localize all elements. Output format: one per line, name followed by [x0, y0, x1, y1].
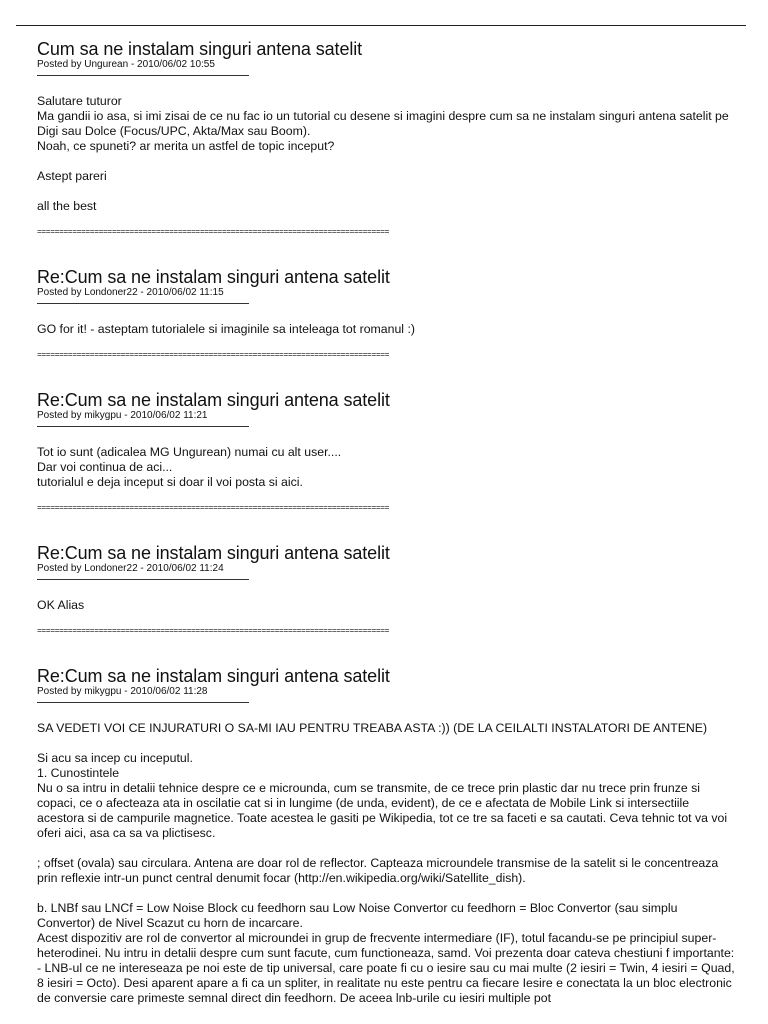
meta-rule	[37, 579, 249, 580]
post-meta: Posted by mikygpu - 2010/06/02 11:21	[37, 410, 208, 421]
forum-post	[37, 543, 737, 636]
body-line: ; offset (ovala) sau circulara. Antena are doar rol de reflector. Capteaza microundele transmise de la satelit si le concentreaza prin reflexie intr-un punct central denumit focar (http://en.wikipedia.org/wiki/Satellite_dish).	[37, 856, 719, 885]
post-title: Re:Cum sa ne instalam singuri antena satelit	[37, 390, 390, 410]
top-rule	[16, 25, 746, 26]
body-line: all the best	[37, 199, 97, 213]
post-separator: ================================================================================	[37, 627, 390, 636]
post-body	[37, 94, 737, 214]
post-separator: ================================================================================	[37, 504, 390, 513]
post-title: Cum sa ne instalam singuri antena satelit	[37, 39, 363, 59]
body-line: tutorialul e deja inceput si doar il voi posta si aici.	[37, 475, 303, 489]
body-line: OK Alias	[37, 598, 85, 612]
body-line: SA VEDETI VOI CE INJURATURI O SA-MI IAU PENTRU TREABA ASTA :)) (DE LA CEILALTI INSTALATORI DE ANTENE)	[37, 721, 708, 735]
document-body	[37, 39, 737, 1006]
post-body	[37, 721, 737, 1006]
post-meta: Posted by Londoner22 - 2010/06/02 11:24	[37, 563, 224, 574]
post-separator: ================================================================================	[37, 351, 390, 360]
post-meta: Posted by Londoner22 - 2010/06/02 11:15	[37, 287, 224, 298]
post-title: Re:Cum sa ne instalam singuri antena satelit	[37, 267, 390, 287]
forum-post	[37, 666, 737, 1006]
body-line: Dar voi continua de aci...	[37, 460, 173, 474]
body-line: Acest dispozitiv are rol de convertor al microundei in grup de frecvente intermediare (IF), totul facandu-se pe principiul super-heterodinei. Nu intru in detalii despre cum sunt facute, cum functioneaza, samd. Voi prezenta doar cateva chestiuni f importante:	[37, 931, 735, 960]
forum-post	[37, 390, 737, 513]
body-line: Nu o sa intru in detalii tehnice despre ce e microunda, cum se transmite, de ce trece prin plastic dar nu trece prin frunze si copaci, ce o afecteaza ata in oscilatie cat si in lungime (de unda, evident), de ce e afectata de Mobile Link si intersectiile acestora si de campurile magnetice. Toate acestea le gasiti pe Wikipedia, tot ce tre sa faceti e sa cautati. Ceva tehnic tot va voi oferi aici, asa ca sa va plictisesc.	[37, 781, 728, 840]
post-separator: ================================================================================	[37, 228, 390, 237]
meta-rule	[37, 303, 249, 304]
post-meta: Posted by mikygpu - 2010/06/02 11:28	[37, 686, 208, 697]
body-line: 1. Cunostintele	[37, 766, 120, 780]
body-line: b. LNBf sau LNCf = Low Noise Block cu feedhorn sau Low Noise Convertor cu feedhorn = Bloc Convertor (sau simplu Convertor) de Nivel Scazut cu horn de incarcare.	[37, 901, 678, 930]
body-line: GO for it! - asteptam tutorialele si imaginile sa inteleaga tot romanul :)	[37, 322, 415, 336]
meta-rule	[37, 75, 249, 76]
post-title: Re:Cum sa ne instalam singuri antena satelit	[37, 543, 390, 563]
body-line: Si acu sa incep cu inceputul.	[37, 751, 193, 765]
meta-rule	[37, 702, 249, 703]
post-body	[37, 598, 737, 613]
post-body	[37, 322, 737, 337]
body-line: Ma gandii io asa, si imi zisai de ce nu fac io un tutorial cu desene si imagini despre cum sa ne instalam singuri antena satelit pe Digi sau Dolce (Focus/UPC, Akta/Max sau Boom).	[37, 109, 729, 138]
post-meta: Posted by Ungurean - 2010/06/02 10:55	[37, 59, 215, 70]
body-line: Tot io sunt (adicalea MG Ungurean) numai cu alt user....	[37, 445, 342, 459]
body-line: Astept pareri	[37, 169, 107, 183]
meta-rule	[37, 426, 249, 427]
body-line: - LNB-ul ce ne intereseaza pe noi este de tip universal, care poate fi cu o iesire sau cu mai multe (2 iesiri = Twin, 4 iesiri = Quad, 8 iesiri = Octo). Desi aparent apare a fi ca un spliter, in realitate nu este pentru ca fiecare Iesire e conectata la un bloc electronic de conversie care primeste semnal direct din feedhorn. De aceea lnb-urile cu iesiri multiple pot	[37, 961, 735, 1005]
forum-post	[37, 267, 737, 360]
forum-post	[37, 39, 737, 237]
post-title: Re:Cum sa ne instalam singuri antena satelit	[37, 666, 390, 686]
body-line: Salutare tuturor	[37, 94, 122, 108]
body-line: Noah, ce spuneti? ar merita un astfel de topic inceput?	[37, 139, 335, 153]
post-body	[37, 445, 737, 490]
